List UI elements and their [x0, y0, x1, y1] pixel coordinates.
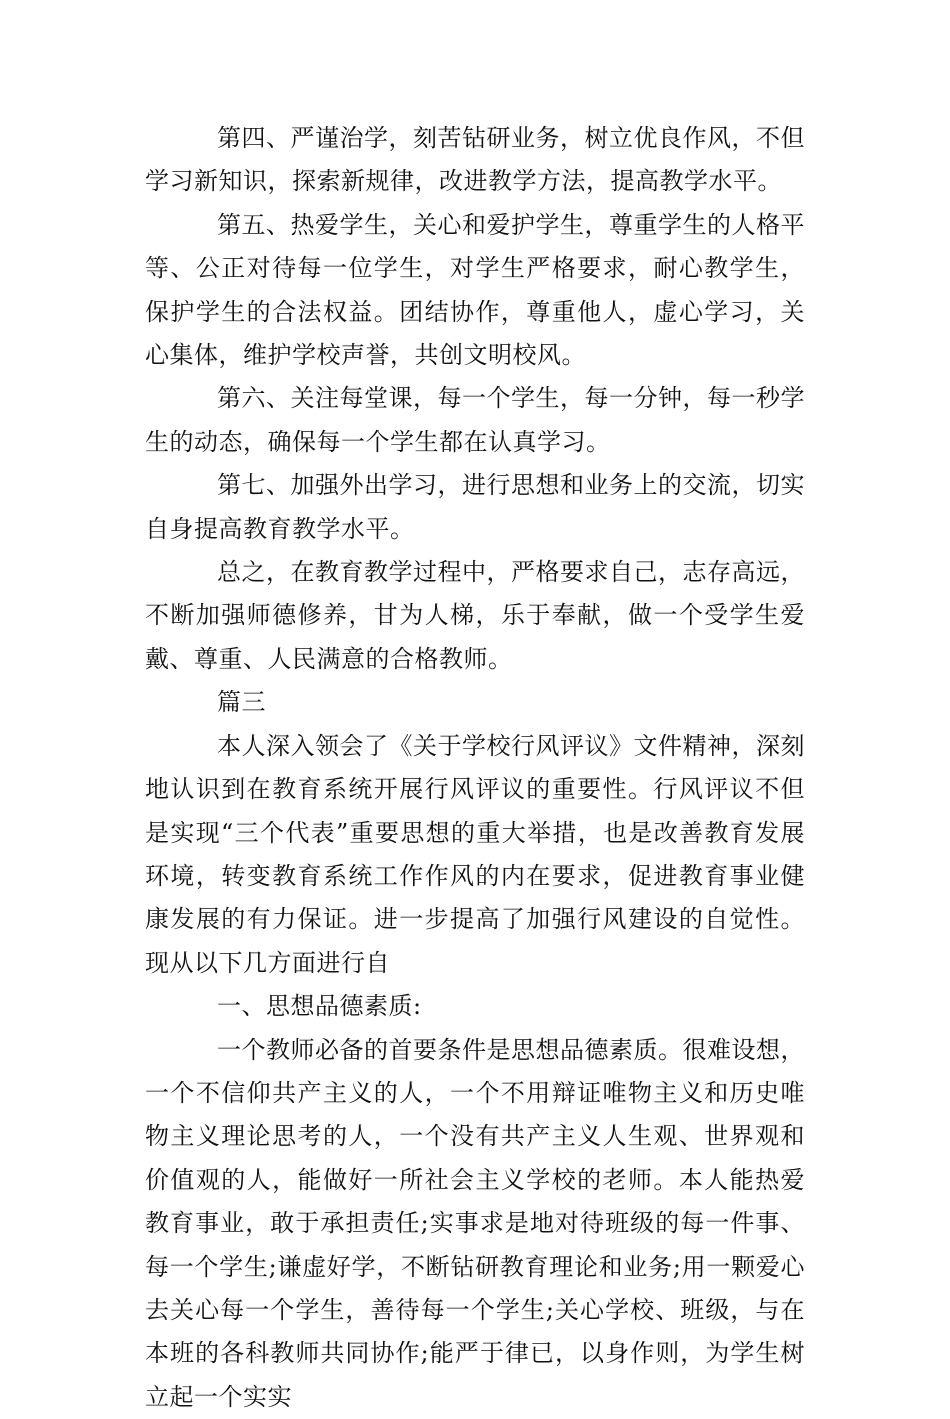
paragraph-fourth-point: 第四、严谨治学，刻苦钻研业务，树立优良作风，不但学习新知识，探索新规律，改进教学方法，提高教学水平。 [145, 124, 805, 196]
section-heading-part-three: 篇三 [217, 688, 266, 717]
paragraph-sixth-point: 第六、关注每堂课，每一个学生，每一分钟，每一秒学生的动态，确保每一个学生都在认真学习。 [145, 384, 805, 456]
paragraph-seventh-point: 第七、加强外出学习，进行思想和业务上的交流，切实自身提高教育教学水平。 [145, 471, 805, 543]
document-body [145, 117, 805, 1419]
paragraph-fifth-point: 第五、热爱学生，关心和爱护学生，尊重学生的人格平等、公正对待每一位学生，对学生严格要求，耐心教学生，保护学生的合法权益。团结协作，尊重他人，虚心学习，关心集体，维护学校声誉，共创文明校风。 [145, 210, 805, 370]
paragraph-summary: 总之，在教育教学过程中，严格要求自己，志存高远，不断加强师德修养，甘为人梯，乐于奉献，做一个受学生爱戴、尊重、人民满意的合格教师。 [145, 558, 805, 673]
subheading-moral-quality: 一、思想品德素质: [217, 992, 422, 1021]
paragraph-introduction: 本人深入领会了《关于学校行风评议》文件精神，深刻地认识到在教育系统开展行风评议的重要性。行风评议不但是实现“三个代表”重要思想的重大举措，也是改善教育发展环境，转变教育系统工作作风的内在要求，促进教育事业健康发展的有力保证。进一步提高了加强行风建设的自觉性。现从以下几方面进行自 [145, 731, 805, 977]
paragraph-moral-quality: 一个教师必备的首要条件是思想品德素质。很难设想，一个不信仰共产主义的人，一个不用辩证唯物主义和历史唯物主义理论思考的人，一个没有共产主义人生观、世界观和价值观的人，能做好一所社会主义学校的老师。本人能热爱教育事业，敢于承担责任;实事求是地对待班级的每一件事、每一个学生;谦虚好学，不断钻研教育理论和业务;用一颗爱心去关心每一个学生，善待每一个学生;关心学校、班级，与在本班的各科教师共同协作;能严于律已，以身作则，为学生树立起一个实实 [145, 1035, 805, 1411]
